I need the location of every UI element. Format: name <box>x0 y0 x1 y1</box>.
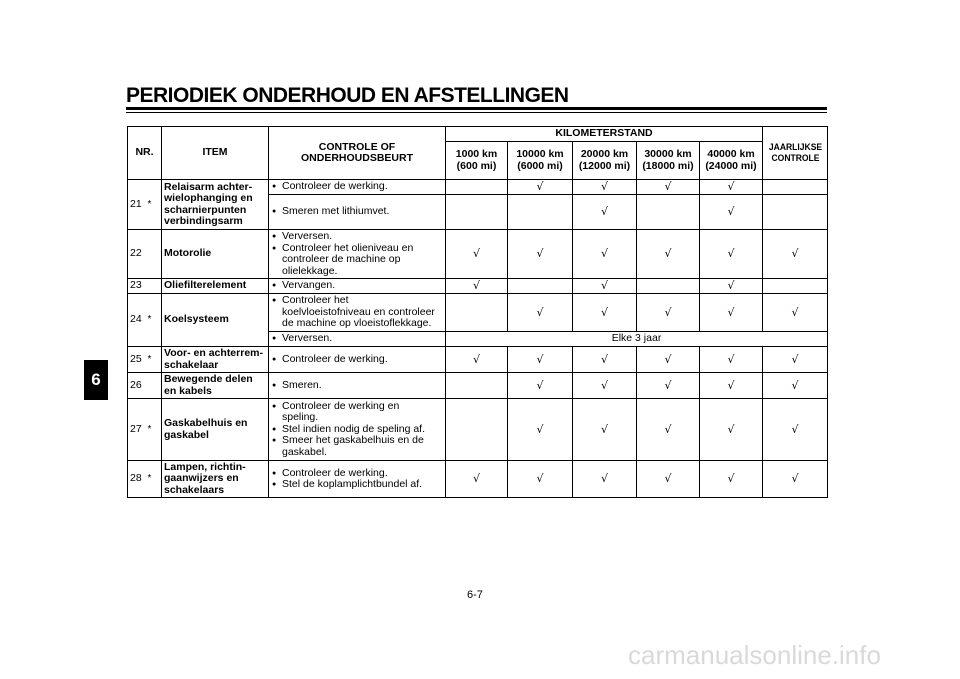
item-name: Gaskabelhuis en gaskabel <box>162 399 269 461</box>
check-mark: √ <box>508 180 573 195</box>
check-mark: √ <box>763 399 828 461</box>
check-mark: √ <box>446 461 508 498</box>
star-marker: * <box>148 461 162 498</box>
row-number: 26 <box>128 373 148 399</box>
table-row <box>128 461 828 498</box>
header-kilometerstand: KILOMETERSTAND <box>446 127 763 142</box>
item-name: Relaisarm achter- wielophanging en scharnierpunten verbindingsarm <box>162 180 269 230</box>
check-mark: √ <box>508 230 573 279</box>
title-rule-thick <box>126 107 827 110</box>
table-row <box>128 230 828 279</box>
header-control: CONTROLE OF ONDERHOUDSBEURT <box>269 127 446 180</box>
check-mark: √ <box>700 279 763 294</box>
table-row <box>128 347 828 373</box>
control-cell: ● Vervangen. <box>269 279 446 294</box>
check-mark: √ <box>637 294 700 332</box>
star-marker: * <box>148 347 162 373</box>
item-name: Lampen, richtin- gaanwijzers en schakelaars <box>162 461 269 498</box>
maintenance-table <box>127 126 828 498</box>
check-mark: √ <box>573 180 637 195</box>
check-mark: √ <box>508 399 573 461</box>
row-number: 25 <box>128 347 148 373</box>
check-mark: √ <box>700 294 763 332</box>
control-cell: ● Controleer het koelvloeistofniveau en controleer de machine op vloeistoflekkage. <box>269 294 446 332</box>
check-mark: √ <box>700 230 763 279</box>
check-mark: √ <box>763 347 828 373</box>
item-name: Bewegende delen en kabels <box>162 373 269 399</box>
control-cell: ● Smeren. <box>269 373 446 399</box>
check-mark: √ <box>573 195 637 230</box>
check-mark: √ <box>508 373 573 399</box>
row-number: 27 <box>128 399 148 461</box>
check-mark: √ <box>637 347 700 373</box>
check-mark: √ <box>508 461 573 498</box>
table-row <box>128 373 828 399</box>
watermark: carmanualsonline.info <box>628 640 881 670</box>
check-mark: √ <box>508 347 573 373</box>
control-cell: ● Verversen. <box>269 332 446 347</box>
header-km3: 20000 km (12000 mi) <box>573 142 637 180</box>
row-number: 22 <box>128 230 148 279</box>
item-name: Koelsysteem <box>162 294 269 347</box>
check-mark: √ <box>446 230 508 279</box>
control-cell: ● Controleer de werking. <box>269 347 446 373</box>
check-mark: √ <box>573 294 637 332</box>
table-row <box>128 294 828 332</box>
check-mark: √ <box>573 399 637 461</box>
check-mark: √ <box>637 180 700 195</box>
control-cell: ● Verversen. ● Controleer het olieniveau en controleer de machine op olielekkage. <box>269 230 446 279</box>
check-mark: √ <box>763 294 828 332</box>
table-row <box>128 399 828 461</box>
check-mark: √ <box>700 195 763 230</box>
control-cell: ● Smeren met lithiumvet. <box>269 195 446 230</box>
chapter-tab: 6 <box>84 360 108 400</box>
header-km5: 40000 km (24000 mi) <box>700 142 763 180</box>
interval-text: Elke 3 jaar <box>446 332 828 347</box>
table-row <box>128 279 828 294</box>
header-annual: JAARLIJKSE CONTROLE <box>764 127 826 180</box>
control-cell: ● Controleer de werking. ● Stel de koplamplichtbundel af. <box>269 461 446 498</box>
check-mark: √ <box>763 373 828 399</box>
page-number: 6-7 <box>467 589 483 601</box>
check-mark: √ <box>573 230 637 279</box>
check-mark: √ <box>637 461 700 498</box>
page-title: PERIODIEK ONDERHOUD EN AFSTELLINGEN <box>126 84 569 107</box>
check-mark: √ <box>508 294 573 332</box>
star-marker: * <box>148 399 162 461</box>
row-number: 24 <box>128 294 148 347</box>
check-mark: √ <box>700 373 763 399</box>
header-km1: 1000 km (600 mi) <box>446 142 508 180</box>
header-nr: NR. <box>128 127 162 180</box>
check-mark: √ <box>573 347 637 373</box>
control-cell: ● Controleer de werking en speling. ● Stel indien nodig de speling af. ● Smeer het gaskabelhuis en de gaskabel. <box>269 399 446 461</box>
table-row <box>128 180 828 195</box>
check-mark: √ <box>700 461 763 498</box>
check-mark: √ <box>446 347 508 373</box>
check-mark: √ <box>700 180 763 195</box>
check-mark: √ <box>763 461 828 498</box>
check-mark: √ <box>700 347 763 373</box>
header-km2: 10000 km (6000 mi) <box>508 142 573 180</box>
control-cell: ● Controleer de werking. <box>269 180 446 195</box>
title-rule-thin <box>126 112 827 113</box>
row-number: 23 <box>128 279 148 294</box>
star-marker: * <box>148 294 162 347</box>
check-mark: √ <box>763 230 828 279</box>
check-mark: √ <box>573 373 637 399</box>
row-number: 21 <box>128 180 148 230</box>
check-mark: √ <box>446 279 508 294</box>
check-mark: √ <box>637 230 700 279</box>
check-mark: √ <box>637 373 700 399</box>
check-mark: √ <box>573 461 637 498</box>
star-marker: * <box>148 180 162 230</box>
check-mark: √ <box>700 399 763 461</box>
header-km4: 30000 km (18000 mi) <box>637 142 700 180</box>
check-mark: √ <box>573 279 637 294</box>
row-number: 28 <box>128 461 148 498</box>
check-mark: √ <box>637 399 700 461</box>
item-name: Oliefilterelement <box>162 279 269 294</box>
header-item: ITEM <box>162 127 269 180</box>
item-name: Voor- en achterrem- schakelaar <box>162 347 269 373</box>
item-name: Motorolie <box>162 230 269 279</box>
